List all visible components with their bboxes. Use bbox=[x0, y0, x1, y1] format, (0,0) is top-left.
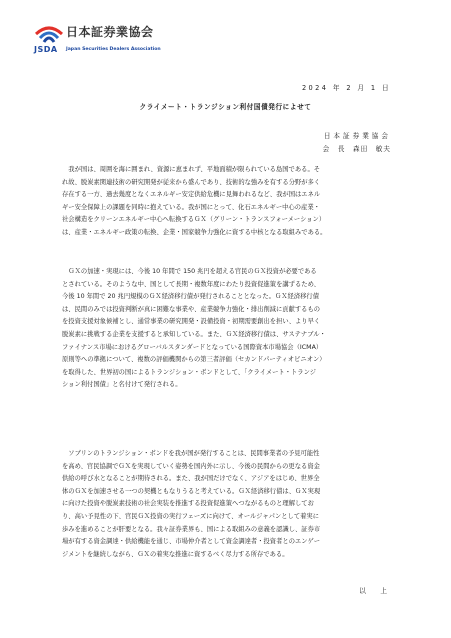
paragraph-line: 存在する一方、過去幾度となくエネルギー安定供給危機に見舞われるなど、我が国はエネル bbox=[62, 191, 321, 199]
paragraph-line: 今後 10 年間で 20 兆円規模のＧＸ経済移行債が発行されることとなった。ＧＸ経済移行債 bbox=[62, 293, 320, 301]
paragraph-line: り、高い予見性の下、官民ＧＸ投資の実行フェーズに向けて、オールジャパンとして着実に bbox=[62, 512, 320, 520]
jsda-emblem-icon bbox=[34, 22, 64, 44]
paragraph-line: は、民間のみでは投資判断が真に困難な事業や、産業競争力強化・排出削減に貢献するもの bbox=[62, 305, 321, 313]
letter-org: 日本証券業協会 bbox=[323, 132, 391, 140]
paragraph-1 bbox=[62, 164, 392, 240]
paragraph-line: 供給の呼び水となることが期待される。また、我が国だけでなく、アジアをはじめ、世界全 bbox=[62, 475, 320, 483]
paragraph-line: ジメントを継続しながら、ＧＸの着実な推進に資するべく尽力する所存である。 bbox=[62, 550, 289, 558]
paragraph-line: を投資支援対象候補とし、通常事業の研究開発・設備投資・初期需要創出を担い、より早く bbox=[62, 318, 321, 326]
paragraph-line: 脱炭素に挑戦する企業を支援すると承知している。また、ＧＸ経済移行債は、サステナブル・ bbox=[62, 330, 326, 338]
letter-closing: 以 上 bbox=[359, 587, 391, 595]
paragraph-line: ギー安全保障上の課題を同時に抱えている。我が国にとって、化石エネルギー中心の産業・ bbox=[62, 203, 320, 211]
letter-title: クライメート・トランジション利付国債発行によせて bbox=[139, 103, 312, 111]
paragraph-line: 場が有する資金調達・供給機能を通じ、市場仲介者として資金調達者・投資者とのエンゲー bbox=[62, 538, 321, 546]
paragraph-line: 体のＧＸを加速させる一つの契機ともなりうると考えている。ＧＸ経済移行債は、ＧＸ実現 bbox=[62, 487, 321, 495]
paragraph-line: 我が国は、周囲を海に囲まれ、資源に恵まれず、平地面積が限られている島国である。そ bbox=[62, 166, 321, 173]
paragraph-line: を取得した、世界初の国によるトランジション・ボンドとして、「クライメート・トランジ bbox=[62, 368, 317, 376]
paragraph-line: ション利付国債」と名付けて発行される。 bbox=[62, 381, 182, 389]
paragraph-line: ソブリンのトランジション・ボンドを我が国が発行することは、民間事業者の予見可能性 bbox=[62, 450, 320, 457]
paragraph-line: とされている。そのような中、国として長期・複数年度にわたり投資促進策を講ずるため、 bbox=[62, 280, 320, 288]
logo-abbr: JSDA bbox=[34, 45, 58, 54]
jsda-logo bbox=[34, 22, 194, 56]
paragraph-line: れ故、脱炭素関連技術の研究開発が従来から盛んであり、技術的な強みを有する分野が多く bbox=[62, 178, 321, 186]
paragraph-line: 原則等への準拠について、複数の評価機関からの第三者評価（セカンドパーティオピニオン） bbox=[62, 356, 326, 364]
letter-date: 2024 年 2 月 1 日 bbox=[301, 84, 391, 92]
paragraph-line: ファイナンス市場におけるグローバルスタンダードとなっている国際資本市場協会（ICMA） bbox=[62, 343, 323, 351]
paragraph-line: ＧＸの加速・実現には、今後 10 年間で 150 兆円を超える官民のＧＸ投資が必要である bbox=[62, 268, 317, 275]
letter-signatory: 会 長 森田 敏夫 bbox=[322, 145, 391, 153]
paragraph-3 bbox=[62, 448, 392, 561]
paragraph-line: を高め、官民協調でＧＸを実現していく姿勢を国内外に示し、今後の民間からの更なる資金 bbox=[62, 462, 320, 470]
logo-org-name: 日本証券業協会 bbox=[66, 25, 154, 39]
paragraph-line: に向けた投資や脱炭素技術の社会実装を推進する投資促進策へつながるものと理解してお bbox=[62, 500, 314, 508]
paragraph-line: は、産業・エネルギー政策の転換、企業・国家競争力強化に資する中核となる取組みである。 bbox=[62, 228, 327, 236]
paragraph-2 bbox=[62, 266, 392, 392]
paragraph-line: 歩みを進めることが肝要となる。我々証券業界も、国による取組みの意義を認識し、証券市 bbox=[62, 525, 321, 533]
paragraph-line: 社会構造をクリーンエネルギー中心へ転換するＧＸ（グリーン・トランスフォーメーション） bbox=[62, 216, 326, 224]
logo-org-name-en: Japan Securities Dealers Association bbox=[66, 47, 161, 52]
